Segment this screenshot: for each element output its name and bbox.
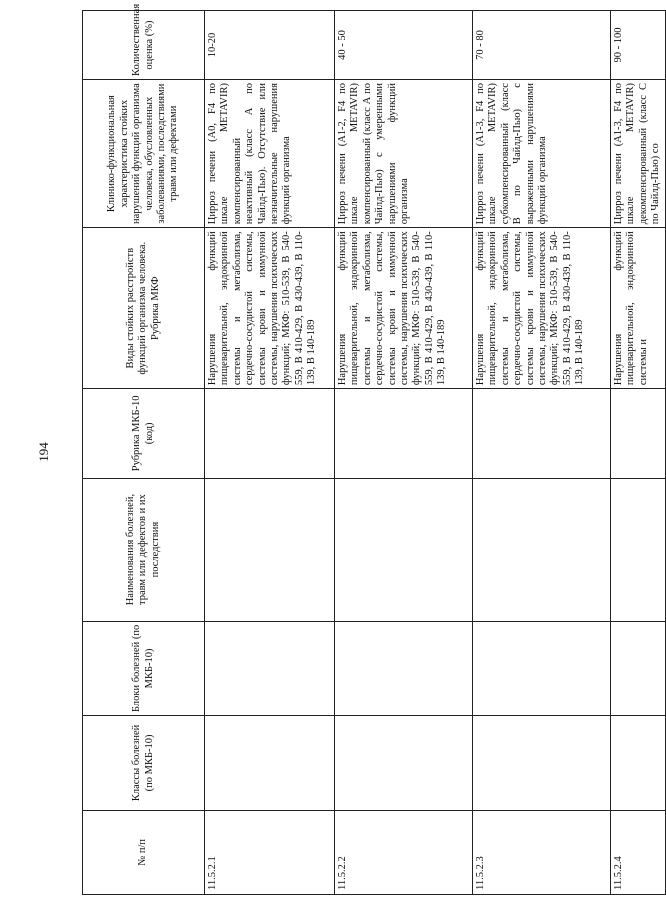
row-rubric	[335, 389, 473, 478]
row-num: 11.5.2.4	[611, 810, 666, 894]
table-row	[611, 11, 666, 895]
header-class: Классы болезней (по МКБ-10)	[83, 716, 205, 811]
table-row	[473, 11, 611, 895]
header-types: Виды стойких расстройств функций организма человека. Рубрика МКФ	[83, 228, 205, 389]
row-name	[335, 478, 473, 621]
rotated-table-area	[82, 3, 662, 895]
row-characteristic: Цирроз печени (А1-2, F4 по шкале METAVIR) компенсированный (класс А по Чайлд-Пью) с умеренными нарушениями функций организма	[335, 80, 473, 228]
row-characteristic: Цирроз печени (А1-3, F4 по шкале METAVIR) субкомпенсированный (класс В по Чайлд-Пью) с выраженными нарушениями функций организма	[473, 80, 611, 228]
rotated-table-container	[82, 3, 662, 895]
row-score: 90 - 100	[611, 11, 666, 80]
row-name	[611, 478, 666, 621]
row-class	[611, 716, 666, 811]
row-characteristic: Цирроз печени (А0, F4 по шкале METAVIR) компенсированный неактивный (класс А по Чайлд-Пью). Отсутствие или незначительные нарушения функций организма	[205, 80, 335, 228]
row-types: Нарушения функций пищеварительной, эндокринной системы и	[611, 228, 666, 389]
row-name	[473, 478, 611, 621]
header-rubric: Рубрика МКБ-10 (код)	[83, 389, 205, 478]
row-rubric	[473, 389, 611, 478]
row-class	[473, 716, 611, 811]
row-block	[205, 621, 335, 716]
header-name: Наименования болезней, травм или дефектов и их последствия	[83, 478, 205, 621]
row-class	[335, 716, 473, 811]
header-score: Количественная оценка (%)	[83, 11, 205, 80]
header-characteristic: Клинико-функциональная характеристика стойких нарушений функций организма человека, обусловленных заболеваниями, последствиями травм или дефектами	[83, 80, 205, 228]
row-score: 70 - 80	[473, 11, 611, 80]
row-rubric	[205, 389, 335, 478]
row-block	[335, 621, 473, 716]
row-types: Нарушения функций пищеварительной, эндокринной системы и метаболизма, сердечно-сосудистой системы, системы крови и иммунной системы, нарушения психических функций; МКФ: 510-539, B 540-559, B 410-429, B 430-439, B 110-139, B 140-189	[335, 228, 473, 389]
row-num: 11.5.2.1	[205, 810, 335, 894]
row-class	[205, 716, 335, 811]
row-num: 11.5.2.2	[335, 810, 473, 894]
row-score: 40 - 50	[335, 11, 473, 80]
row-characteristic: Цирроз печени (А1-3, F4 по шкале METAVIR) декомпенсированный (класс С по Чайлд-Пью) со	[611, 80, 666, 228]
table-header-row	[83, 11, 205, 895]
row-num: 11.5.2.3	[473, 810, 611, 894]
disability-assessment-table	[82, 3, 666, 895]
row-types: Нарушения функций пищеварительной, эндокринной системы и метаболизма, сердечно-сосудистой системы, системы крови и иммунной системы, нарушения психических функций; МКФ: 510-539, B 540-559, B 410-429, B 430-439, B 110-139, B 140-189	[205, 228, 335, 389]
page-number: 194	[35, 442, 51, 462]
table-row	[205, 11, 335, 895]
row-types: Нарушения функций пищеварительной, эндокринной системы и метаболизма, сердечно-сосудистой системы, системы крови и иммунной системы, нарушения психических функций; МКФ: 510-539, B 540-559, B 410-429, B 430-439, B 110-139, B 140-189	[473, 228, 611, 389]
row-score: 10-20	[205, 11, 335, 80]
row-block	[611, 621, 666, 716]
row-name	[205, 478, 335, 621]
table-row	[335, 11, 473, 895]
header-num: № п/п	[83, 810, 205, 894]
header-block: Блоки болезней (по МКБ-10)	[83, 621, 205, 716]
row-block	[473, 621, 611, 716]
row-rubric	[611, 389, 666, 478]
